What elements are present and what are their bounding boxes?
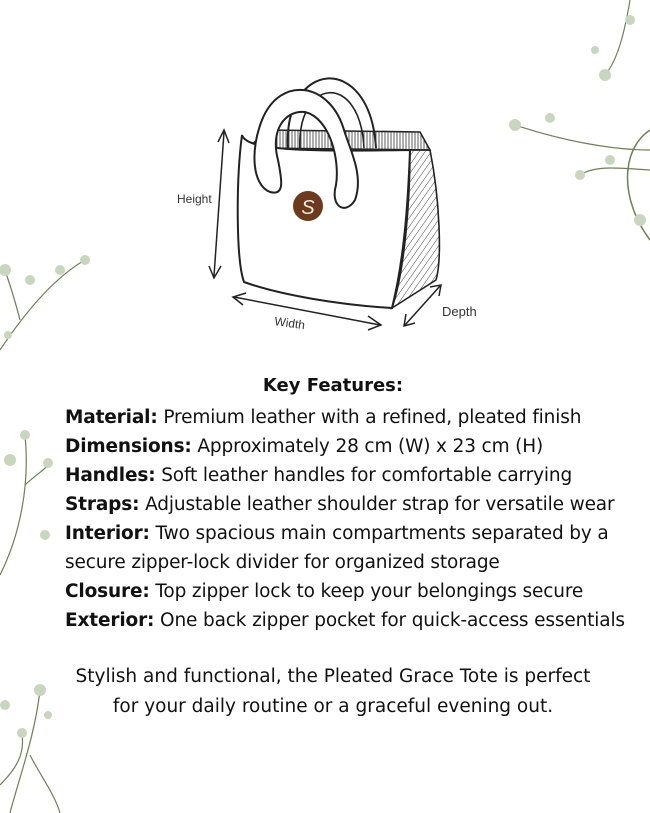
- depth-label: Depth: [442, 304, 477, 319]
- features-list: [65, 403, 645, 635]
- feature-value: Soft leather handles for comfortable carrying: [155, 465, 573, 486]
- feature-key: Dimensions:: [65, 436, 192, 457]
- feature-item: [65, 519, 645, 577]
- height-label: Height: [177, 192, 212, 206]
- feature-key: Straps:: [65, 494, 140, 515]
- feature-key: Closure:: [65, 581, 150, 602]
- flower-sprig-decoration: [0, 675, 80, 813]
- feature-key: Handles:: [65, 465, 156, 486]
- flower-sprig-decoration: [0, 425, 60, 585]
- feature-value: Two spacious main compartments separated by a secure zipper-lock divider for organized storage: [65, 523, 609, 573]
- feature-item: [65, 490, 645, 519]
- feature-value: One back zipper pocket for quick-access essentials: [154, 610, 625, 631]
- feature-key: Exterior:: [65, 610, 155, 631]
- product-summary: Stylish and functional, the Pleated Grace Tote is perfect for your daily routine or a graceful evening out.: [75, 666, 591, 717]
- feature-value: Adjustable leather shoulder strap for versatile wear: [139, 494, 615, 515]
- feature-value: Premium leather with a refined, pleated finish: [157, 407, 582, 428]
- flower-sprig-decoration: [500, 0, 650, 270]
- feature-value: Approximately 28 cm (W) x 23 cm (H): [191, 436, 544, 457]
- width-label: Width: [273, 314, 306, 333]
- feature-value: Top zipper lock to keep your belongings secure: [149, 581, 584, 602]
- brand-logo-letter: S: [301, 197, 315, 219]
- feature-item: [65, 432, 645, 461]
- height-arrow: [209, 130, 229, 278]
- key-features-heading: Key Features:: [262, 375, 404, 396]
- feature-item: [65, 606, 645, 635]
- feature-key: Material:: [65, 407, 158, 428]
- feature-key: Interior:: [65, 523, 150, 544]
- feature-item: [65, 461, 645, 490]
- flower-sprig-decoration: [0, 240, 95, 360]
- feature-item: [65, 403, 645, 432]
- feature-item: [65, 577, 645, 606]
